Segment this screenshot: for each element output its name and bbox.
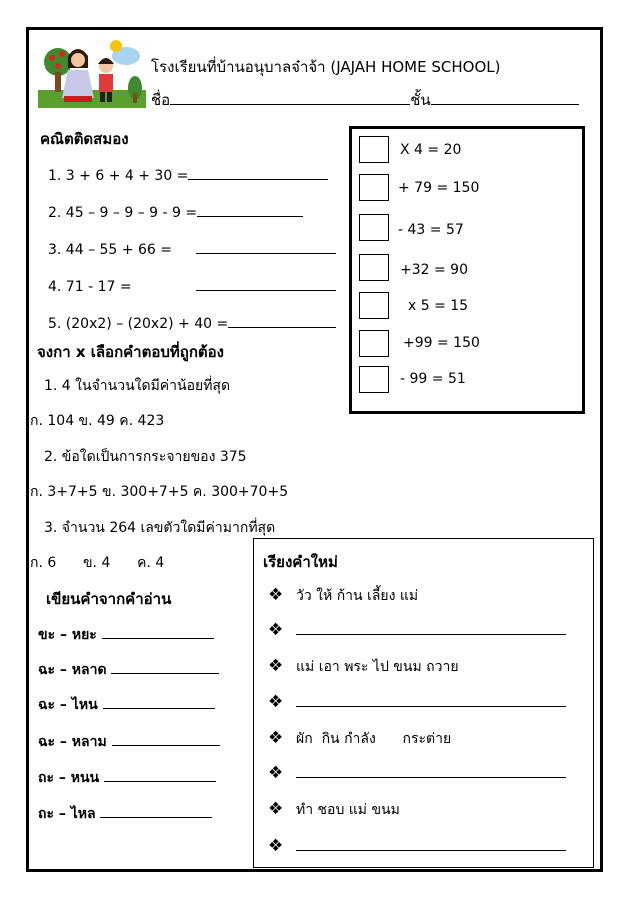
answer-square[interactable] <box>359 174 389 201</box>
answer-square[interactable] <box>359 214 389 241</box>
math-item-5: 5. (20x2) – (20x2) + 40 = <box>48 313 336 332</box>
sorting-answer-row <box>268 836 566 856</box>
choice-answers-3[interactable]: ก. 6 ข. 4 ค. 4 <box>30 555 165 571</box>
spelling-blank[interactable] <box>102 624 214 639</box>
answer-square[interactable] <box>359 254 389 281</box>
equation-5: x 5 = 15 <box>408 298 469 314</box>
choice-question-3: 3. จำนวน 264 เลขตัวใดมีค่ามากที่สุด <box>44 520 276 536</box>
diamond-bullet-icon: ❖ <box>268 585 284 605</box>
spelling-blank[interactable] <box>103 694 215 709</box>
choice-answers-2[interactable]: ก. 3+7+5 ข. 300+7+5 ค. 300+70+5 <box>30 484 289 500</box>
sorting-title: เรียงคำใหม่ <box>263 553 338 571</box>
sorting-answer-row <box>268 692 566 712</box>
math-answer-blank[interactable] <box>228 313 336 328</box>
school-logo-illustration <box>38 38 146 108</box>
choice-question-2: 2. ข้อใดเป็นการกระจายของ 375 <box>44 449 247 465</box>
diamond-bullet-icon: ❖ <box>268 799 284 819</box>
equation-7: - 99 = 51 <box>400 371 466 387</box>
name-label: ชื่อ <box>151 91 171 109</box>
sorting-answer-blank[interactable] <box>296 836 566 851</box>
equation-4: +32 = 90 <box>400 262 468 278</box>
math-answer-blank[interactable] <box>196 276 336 291</box>
sorting-answer-row <box>268 763 566 783</box>
sorting-row: ❖ แม่ เอา พระ ไป ขนม ถวาย <box>268 656 459 676</box>
math-item-2: 2. 45 – 9 – 9 – 9 - 9 = <box>48 202 303 221</box>
spelling-item-1: ขะ – หยะ <box>38 624 214 646</box>
equation-1: X 4 = 20 <box>400 142 462 158</box>
diamond-bullet-icon: ❖ <box>268 728 284 748</box>
answer-square[interactable] <box>359 292 389 319</box>
school-name: โรงเรียนที่บ้านอนุบาลจ๋าจ้า (JAJAH HOME SCHOOL) <box>151 58 501 76</box>
diamond-bullet-icon: ❖ <box>268 656 284 676</box>
spelling-blank[interactable] <box>100 803 212 818</box>
math-answer-blank[interactable] <box>188 165 328 180</box>
sorting-answer-blank[interactable] <box>296 620 566 635</box>
diamond-bullet-icon: ❖ <box>268 692 284 712</box>
answer-square[interactable] <box>359 366 389 393</box>
sorting-row: ❖ ผัก กิน กำลัง กระต่าย <box>268 728 452 748</box>
sorting-answer-row <box>268 620 566 640</box>
spelling-blank[interactable] <box>112 731 220 746</box>
spelling-item-6: ถะ – ไหล <box>38 803 212 825</box>
spelling-blank[interactable] <box>104 767 216 782</box>
equation-3: - 43 = 57 <box>398 222 464 238</box>
math-answer-blank[interactable] <box>196 239 336 254</box>
equation-6: +99 = 150 <box>403 335 480 351</box>
spelling-blank[interactable] <box>111 659 219 674</box>
name-blank[interactable] <box>170 90 410 105</box>
answer-square[interactable] <box>359 136 389 163</box>
choice-title: จงกา x เลือกคำตอบที่ถูกต้อง <box>37 343 225 361</box>
sorting-row: ❖ ทำ ชอบ แม่ ขนม <box>268 799 400 819</box>
spelling-item-5: ถะ – หนน <box>38 767 216 789</box>
choice-question-1: 1. 4 ในจำนวนใดมีค่าน้อยที่สุด <box>44 378 231 394</box>
sorting-answer-blank[interactable] <box>296 692 566 707</box>
spelling-item-3: ฉะ – ไหน <box>38 694 215 716</box>
equation-2: + 79 = 150 <box>398 180 480 196</box>
sorting-row: ❖ วัว ให้ ก้าน เลี้ยง แม่ <box>268 585 419 605</box>
math-title: คณิตติดสมอง <box>40 130 129 148</box>
math-item-4: 4. 71 - 17 = <box>48 276 336 295</box>
sorting-answer-blank[interactable] <box>296 763 566 778</box>
spelling-item-2: ฉะ – หลาด <box>38 659 219 681</box>
class-label: ชั้น <box>410 91 431 109</box>
spelling-item-4: ฉะ – หลาม <box>38 731 220 753</box>
diamond-bullet-icon: ❖ <box>268 620 284 640</box>
diamond-bullet-icon: ❖ <box>268 836 284 856</box>
math-item-1: 1. 3 + 6 + 4 + 30 = <box>48 165 328 184</box>
name-field-row <box>151 88 579 112</box>
diamond-bullet-icon: ❖ <box>268 763 284 783</box>
answer-square[interactable] <box>359 330 389 357</box>
math-item-3: 3. 44 – 55 + 66 = <box>48 239 336 258</box>
class-blank[interactable] <box>431 90 579 105</box>
math-answer-blank[interactable] <box>197 202 303 217</box>
choice-answers-1[interactable]: ก. 104 ข. 49 ค. 423 <box>30 413 165 429</box>
spelling-title: เขียนคำจากคำอ่าน <box>46 590 172 608</box>
